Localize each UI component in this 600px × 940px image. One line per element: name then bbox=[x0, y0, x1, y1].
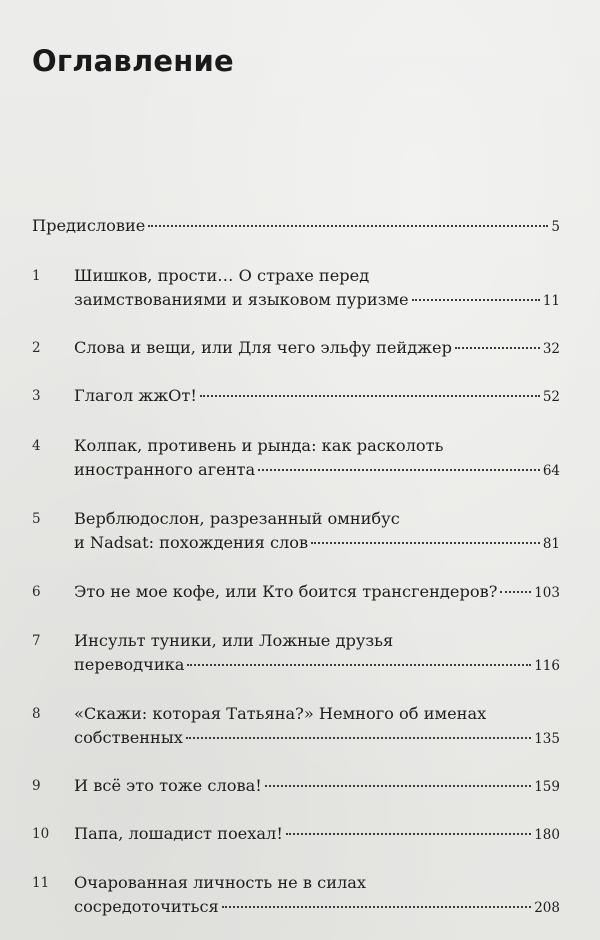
chapter-title bbox=[74, 580, 560, 605]
toc-entry-11 bbox=[32, 871, 560, 920]
chapter-number: 2 bbox=[32, 340, 41, 356]
toc-entry-5 bbox=[32, 507, 560, 556]
chapter-title bbox=[32, 214, 560, 239]
page-number: 11 bbox=[542, 293, 560, 309]
chapter-title bbox=[74, 822, 560, 847]
chapter-title-line: собственных bbox=[74, 728, 183, 747]
chapter-title-line: сосредоточиться bbox=[74, 897, 219, 916]
chapter-title-line: Верблюдослон, разрезанный омнибус bbox=[74, 509, 400, 528]
dot-leader bbox=[455, 347, 540, 349]
dot-leader bbox=[412, 299, 540, 301]
chapter-number: 1 bbox=[32, 268, 41, 284]
chapter-title-line: «Скажи: которая Татьяна?» Немного об именах bbox=[74, 704, 487, 723]
chapter-title bbox=[74, 336, 560, 361]
dot-leader bbox=[311, 542, 540, 544]
dot-leader bbox=[500, 591, 531, 593]
toc-entry-6 bbox=[32, 580, 560, 605]
chapter-number: 9 bbox=[32, 778, 41, 794]
dot-leader bbox=[186, 737, 531, 739]
chapter-number: 8 bbox=[32, 706, 41, 722]
chapter-title bbox=[74, 702, 560, 751]
dot-leader bbox=[187, 664, 531, 666]
toc-entry-9 bbox=[32, 774, 560, 799]
chapter-number: 3 bbox=[32, 388, 41, 404]
toc-entry-8 bbox=[32, 702, 560, 751]
page-number: 81 bbox=[542, 536, 560, 552]
dot-leader bbox=[265, 785, 531, 787]
chapter-title-line: Предисловие bbox=[32, 216, 146, 235]
chapter-title-line: Колпак, противень и рында: как расколоть bbox=[74, 436, 444, 455]
chapter-title bbox=[74, 774, 560, 799]
chapter-number: 7 bbox=[32, 633, 41, 649]
page-number: 32 bbox=[542, 341, 560, 357]
page-number: 5 bbox=[551, 219, 560, 235]
dot-leader bbox=[222, 906, 531, 908]
chapter-title-line: иностранного агента bbox=[74, 460, 256, 479]
table-of-contents bbox=[32, 214, 560, 920]
dot-leader bbox=[148, 225, 548, 227]
chapter-title bbox=[74, 434, 560, 483]
page-title: Оглавление bbox=[32, 44, 234, 78]
chapter-number: 6 bbox=[32, 584, 41, 600]
chapter-title-line: Шишков, прости… О страхе перед bbox=[74, 266, 370, 285]
chapter-title-line: Папа, лошадист поехал! bbox=[74, 824, 283, 843]
chapter-title-line: Глагол жжОт! bbox=[74, 386, 197, 405]
toc-entry-1 bbox=[32, 264, 560, 313]
dot-leader bbox=[258, 469, 540, 471]
toc-entry-3 bbox=[32, 384, 560, 409]
page-number: 159 bbox=[534, 779, 560, 795]
page-number: 208 bbox=[534, 900, 560, 916]
chapter-number: 5 bbox=[32, 511, 41, 527]
chapter-title bbox=[74, 629, 560, 678]
chapter-title-line: И всё это тоже слова! bbox=[74, 776, 262, 795]
toc-entry-7 bbox=[32, 629, 560, 678]
page-number: 52 bbox=[542, 389, 560, 405]
chapter-title-line: заимствованиями и языковом пуризме bbox=[74, 290, 409, 309]
chapter-title bbox=[74, 384, 560, 409]
page-number: 135 bbox=[534, 731, 560, 747]
toc-entry-2 bbox=[32, 336, 560, 361]
chapter-number: 4 bbox=[32, 438, 41, 454]
toc-entry-4 bbox=[32, 434, 560, 483]
chapter-number: 11 bbox=[32, 875, 50, 891]
chapter-title bbox=[74, 507, 560, 556]
dot-leader bbox=[200, 395, 540, 397]
chapter-title-line: Это не мое кофе, или Кто боится трансгендеров? bbox=[74, 582, 498, 601]
chapter-title-line: переводчика bbox=[74, 655, 185, 674]
page-number: 64 bbox=[542, 463, 560, 479]
toc-entry-preface bbox=[32, 214, 560, 239]
dot-leader bbox=[286, 833, 531, 835]
chapter-title bbox=[74, 264, 560, 313]
chapter-title-line: и Nadsat: похождения слов bbox=[74, 533, 309, 552]
toc-entry-10 bbox=[32, 822, 560, 847]
page-number: 180 bbox=[534, 827, 560, 843]
page-number: 103 bbox=[534, 585, 560, 601]
page-number: 116 bbox=[534, 658, 560, 674]
chapter-title-line: Слова и вещи, или Для чего эльфу пейджер bbox=[74, 338, 453, 357]
chapter-number: 10 bbox=[32, 826, 50, 842]
chapter-title-line: Очарованная личность не в силах bbox=[74, 873, 367, 892]
chapter-title bbox=[74, 871, 560, 920]
chapter-title-line: Инсульт туники, или Ложные друзья bbox=[74, 631, 394, 650]
